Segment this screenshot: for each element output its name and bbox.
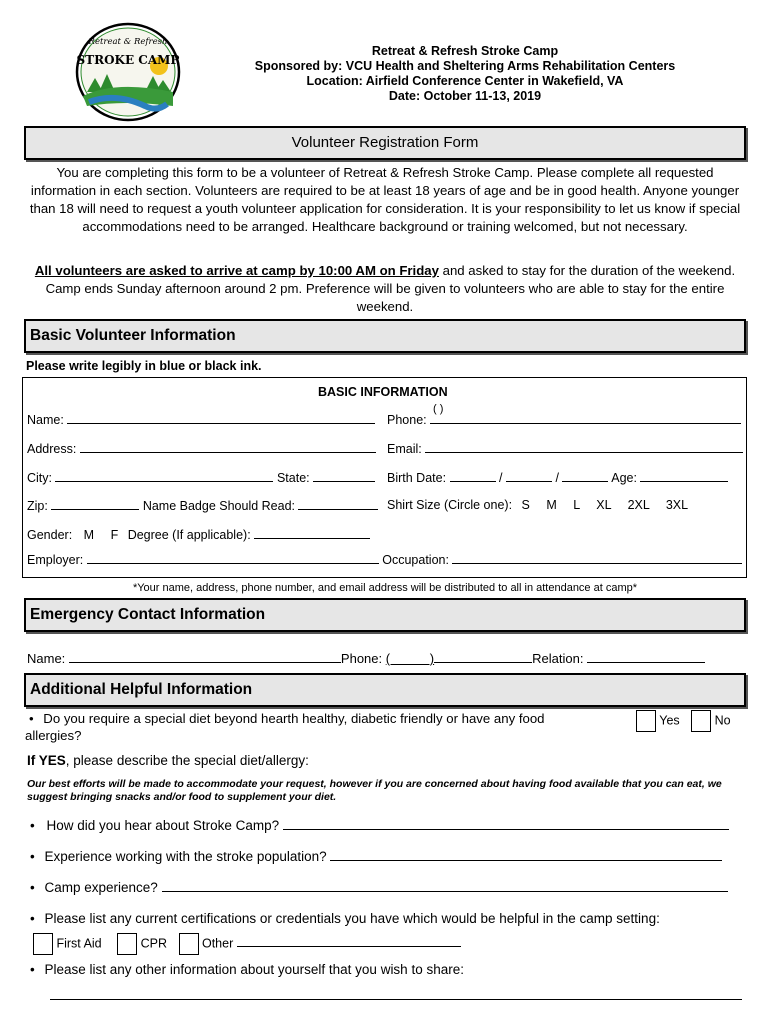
state-field[interactable]: [313, 470, 375, 482]
bullet: •: [30, 818, 35, 833]
degree-field[interactable]: [254, 527, 370, 539]
camp-label: Camp experience?: [44, 880, 158, 895]
intro-paragraph: You are completing this form to be a volunteer of Retreat & Refresh Stroke Camp. Please complete all requested information in each section. Volunteers are required to be at least 18 years of age and be in good health. Anyone younger than 18 will need to request a youth volunteer application for consideration. It is your responsibility to let us know if special accommodations need to be arranged. Healthcare background or training welcomed, but not necessary.: [29, 165, 741, 234]
size-xl[interactable]: XL: [596, 498, 612, 512]
gender-label: Gender:: [27, 528, 73, 542]
phone-label: Phone:: [387, 413, 427, 427]
bullet: •: [30, 962, 35, 977]
employer-field[interactable]: [87, 552, 379, 564]
hear-field[interactable]: [283, 818, 729, 830]
bullet: •: [30, 911, 35, 926]
gender-degree-row: [27, 527, 370, 542]
cpr-checkbox[interactable]: [117, 933, 137, 955]
diet-no-checkbox[interactable]: [691, 710, 711, 732]
if-yes-bold: If YES: [27, 753, 66, 768]
address-row: [27, 441, 376, 456]
header-line-4: Date: October 11-13, 2019: [388, 89, 542, 103]
efforts-note: Our best efforts will be made to accommodate your request, however if you are concerned about having food available that you can eat, we suggest bringing snacks and/or food to supplement your diet.: [27, 778, 722, 803]
name-row: [27, 412, 375, 427]
other-info-question: [30, 962, 464, 977]
age-label: Age:: [611, 471, 637, 485]
logo-main-text: STROKE CAMP: [76, 53, 180, 67]
first-aid-label: First Aid: [56, 936, 102, 951]
city-label: City:: [27, 471, 52, 485]
birth-day-field[interactable]: [506, 470, 552, 482]
certs-options: [33, 933, 461, 955]
name-label: Name:: [27, 413, 64, 427]
state-label: State:: [276, 471, 310, 485]
emergency-name-label: Name:: [27, 651, 66, 666]
city-state-row: [27, 470, 375, 485]
gender-f[interactable]: F: [110, 528, 119, 542]
hear-label: How did you hear about Stroke Camp?: [46, 818, 280, 833]
basic-info-box-title: BASIC INFORMATION: [318, 385, 448, 399]
experience-field[interactable]: [330, 849, 722, 861]
yes-label: Yes: [659, 713, 680, 728]
emergency-heading: Emergency Contact Information: [24, 598, 746, 632]
birth-year-field[interactable]: [562, 470, 608, 482]
diet-yes-checkbox[interactable]: [636, 710, 656, 732]
hear-question: [30, 818, 729, 833]
diet-yes-no: [636, 710, 731, 732]
name-field[interactable]: [67, 412, 375, 424]
logo-top-text: Retreat & Refresh: [88, 37, 168, 47]
header-line-2: Sponsored by: VCU Health and Sheltering Arms Rehabilitation Centers: [254, 59, 676, 73]
arrival-bold: All volunteers are asked to arrive at camp by 10:00 AM on Friday: [34, 263, 439, 278]
shirt-size-label: Shirt Size (Circle one):: [387, 498, 513, 512]
form-title: Volunteer Registration Form: [24, 126, 746, 160]
size-3xl[interactable]: 3XL: [665, 498, 689, 512]
emergency-row: [27, 651, 705, 666]
bullet: •: [30, 849, 35, 864]
emergency-name-field[interactable]: [69, 651, 341, 663]
bullet: •: [29, 711, 34, 726]
basic-info-heading: Basic Volunteer Information: [24, 319, 746, 353]
size-s[interactable]: S: [521, 498, 530, 512]
employer-row: [27, 552, 742, 567]
camp-field[interactable]: [162, 880, 728, 892]
address-label: Address:: [27, 442, 77, 456]
age-field[interactable]: [640, 470, 728, 482]
gender-m[interactable]: M: [83, 528, 95, 542]
if-yes-line: [27, 753, 309, 768]
address-field[interactable]: [80, 441, 376, 453]
certs-question: [30, 911, 660, 926]
arrival-paragraph: [24, 262, 746, 316]
arrival-rest: and asked to stay for the duration of the weekend. Camp ends Sunday afternoon around 2 pm. Preference will be given to volunteers who are able to stay for the entire weekend.: [45, 263, 736, 314]
event-header: [165, 44, 765, 104]
email-field[interactable]: [425, 441, 743, 453]
certs-label: Please list any current certifications or credentials you have which would be helpful in the camp setting:: [44, 911, 660, 926]
city-field[interactable]: [55, 470, 273, 482]
size-m[interactable]: M: [546, 498, 557, 512]
other-field[interactable]: [237, 935, 461, 947]
phone-field[interactable]: [430, 412, 741, 424]
emergency-phone-parens[interactable]: ( ): [385, 651, 435, 666]
camp-question: [30, 880, 728, 895]
experience-question: [30, 849, 722, 864]
birth-month-field[interactable]: [450, 470, 496, 482]
slash-1: /: [499, 471, 503, 485]
zip-badge-row: [27, 498, 378, 513]
diet-question-text: Do you require a special diet beyond hearth healthy, diabetic friendly or have any food allergies?: [25, 711, 545, 743]
other-info-field[interactable]: [50, 999, 742, 1000]
if-yes-rest: , please describe the special diet/allergy:: [65, 753, 309, 768]
other-checkbox[interactable]: [179, 933, 199, 955]
header-line-3: Location: Airfield Conference Center in Wakefield, VA: [306, 74, 624, 88]
no-label: No: [714, 713, 731, 728]
occupation-label: Occupation:: [382, 553, 449, 567]
other-label: Other: [201, 936, 234, 951]
birth-date-label: Birth Date:: [387, 471, 447, 485]
experience-label: Experience working with the stroke population?: [44, 849, 327, 864]
emergency-relation-field[interactable]: [587, 651, 705, 663]
phone-row: [387, 412, 741, 427]
shirt-size-row: [387, 498, 688, 512]
emergency-phone-label: Phone:: [340, 651, 383, 666]
other-info-label: Please list any other information about yourself that you wish to share:: [44, 962, 464, 977]
slash-2: /: [555, 471, 559, 485]
email-row: [387, 441, 743, 456]
zip-label: Zip:: [27, 499, 48, 513]
size-2xl[interactable]: 2XL: [627, 498, 650, 512]
size-l[interactable]: L: [573, 498, 580, 512]
cpr-label: CPR: [140, 936, 168, 951]
name-badge-field[interactable]: [298, 498, 378, 510]
emergency-relation-label: Relation:: [532, 651, 584, 666]
header-line-1: Retreat & Refresh Stroke Camp: [371, 44, 559, 58]
birth-age-row: [387, 470, 728, 485]
employer-label: Employer:: [27, 553, 84, 567]
phone-parens: ( ): [433, 403, 444, 415]
first-aid-checkbox[interactable]: [33, 933, 53, 955]
zip-field[interactable]: [51, 498, 139, 510]
degree-label: Degree (If applicable):: [127, 528, 251, 542]
bullet: •: [30, 880, 35, 895]
ink-note: Please write legibly in blue or black ink.: [26, 359, 262, 373]
diet-question: [25, 710, 595, 744]
name-badge-label: Name Badge Should Read:: [142, 499, 295, 513]
email-label: Email:: [387, 442, 422, 456]
occupation-field[interactable]: [452, 552, 742, 564]
distribution-note: *Your name, address, phone number, and email address will be distributed to all in attendance at camp*: [132, 582, 638, 594]
additional-heading: Additional Helpful Information: [24, 673, 746, 707]
emergency-phone-field[interactable]: [434, 651, 532, 663]
